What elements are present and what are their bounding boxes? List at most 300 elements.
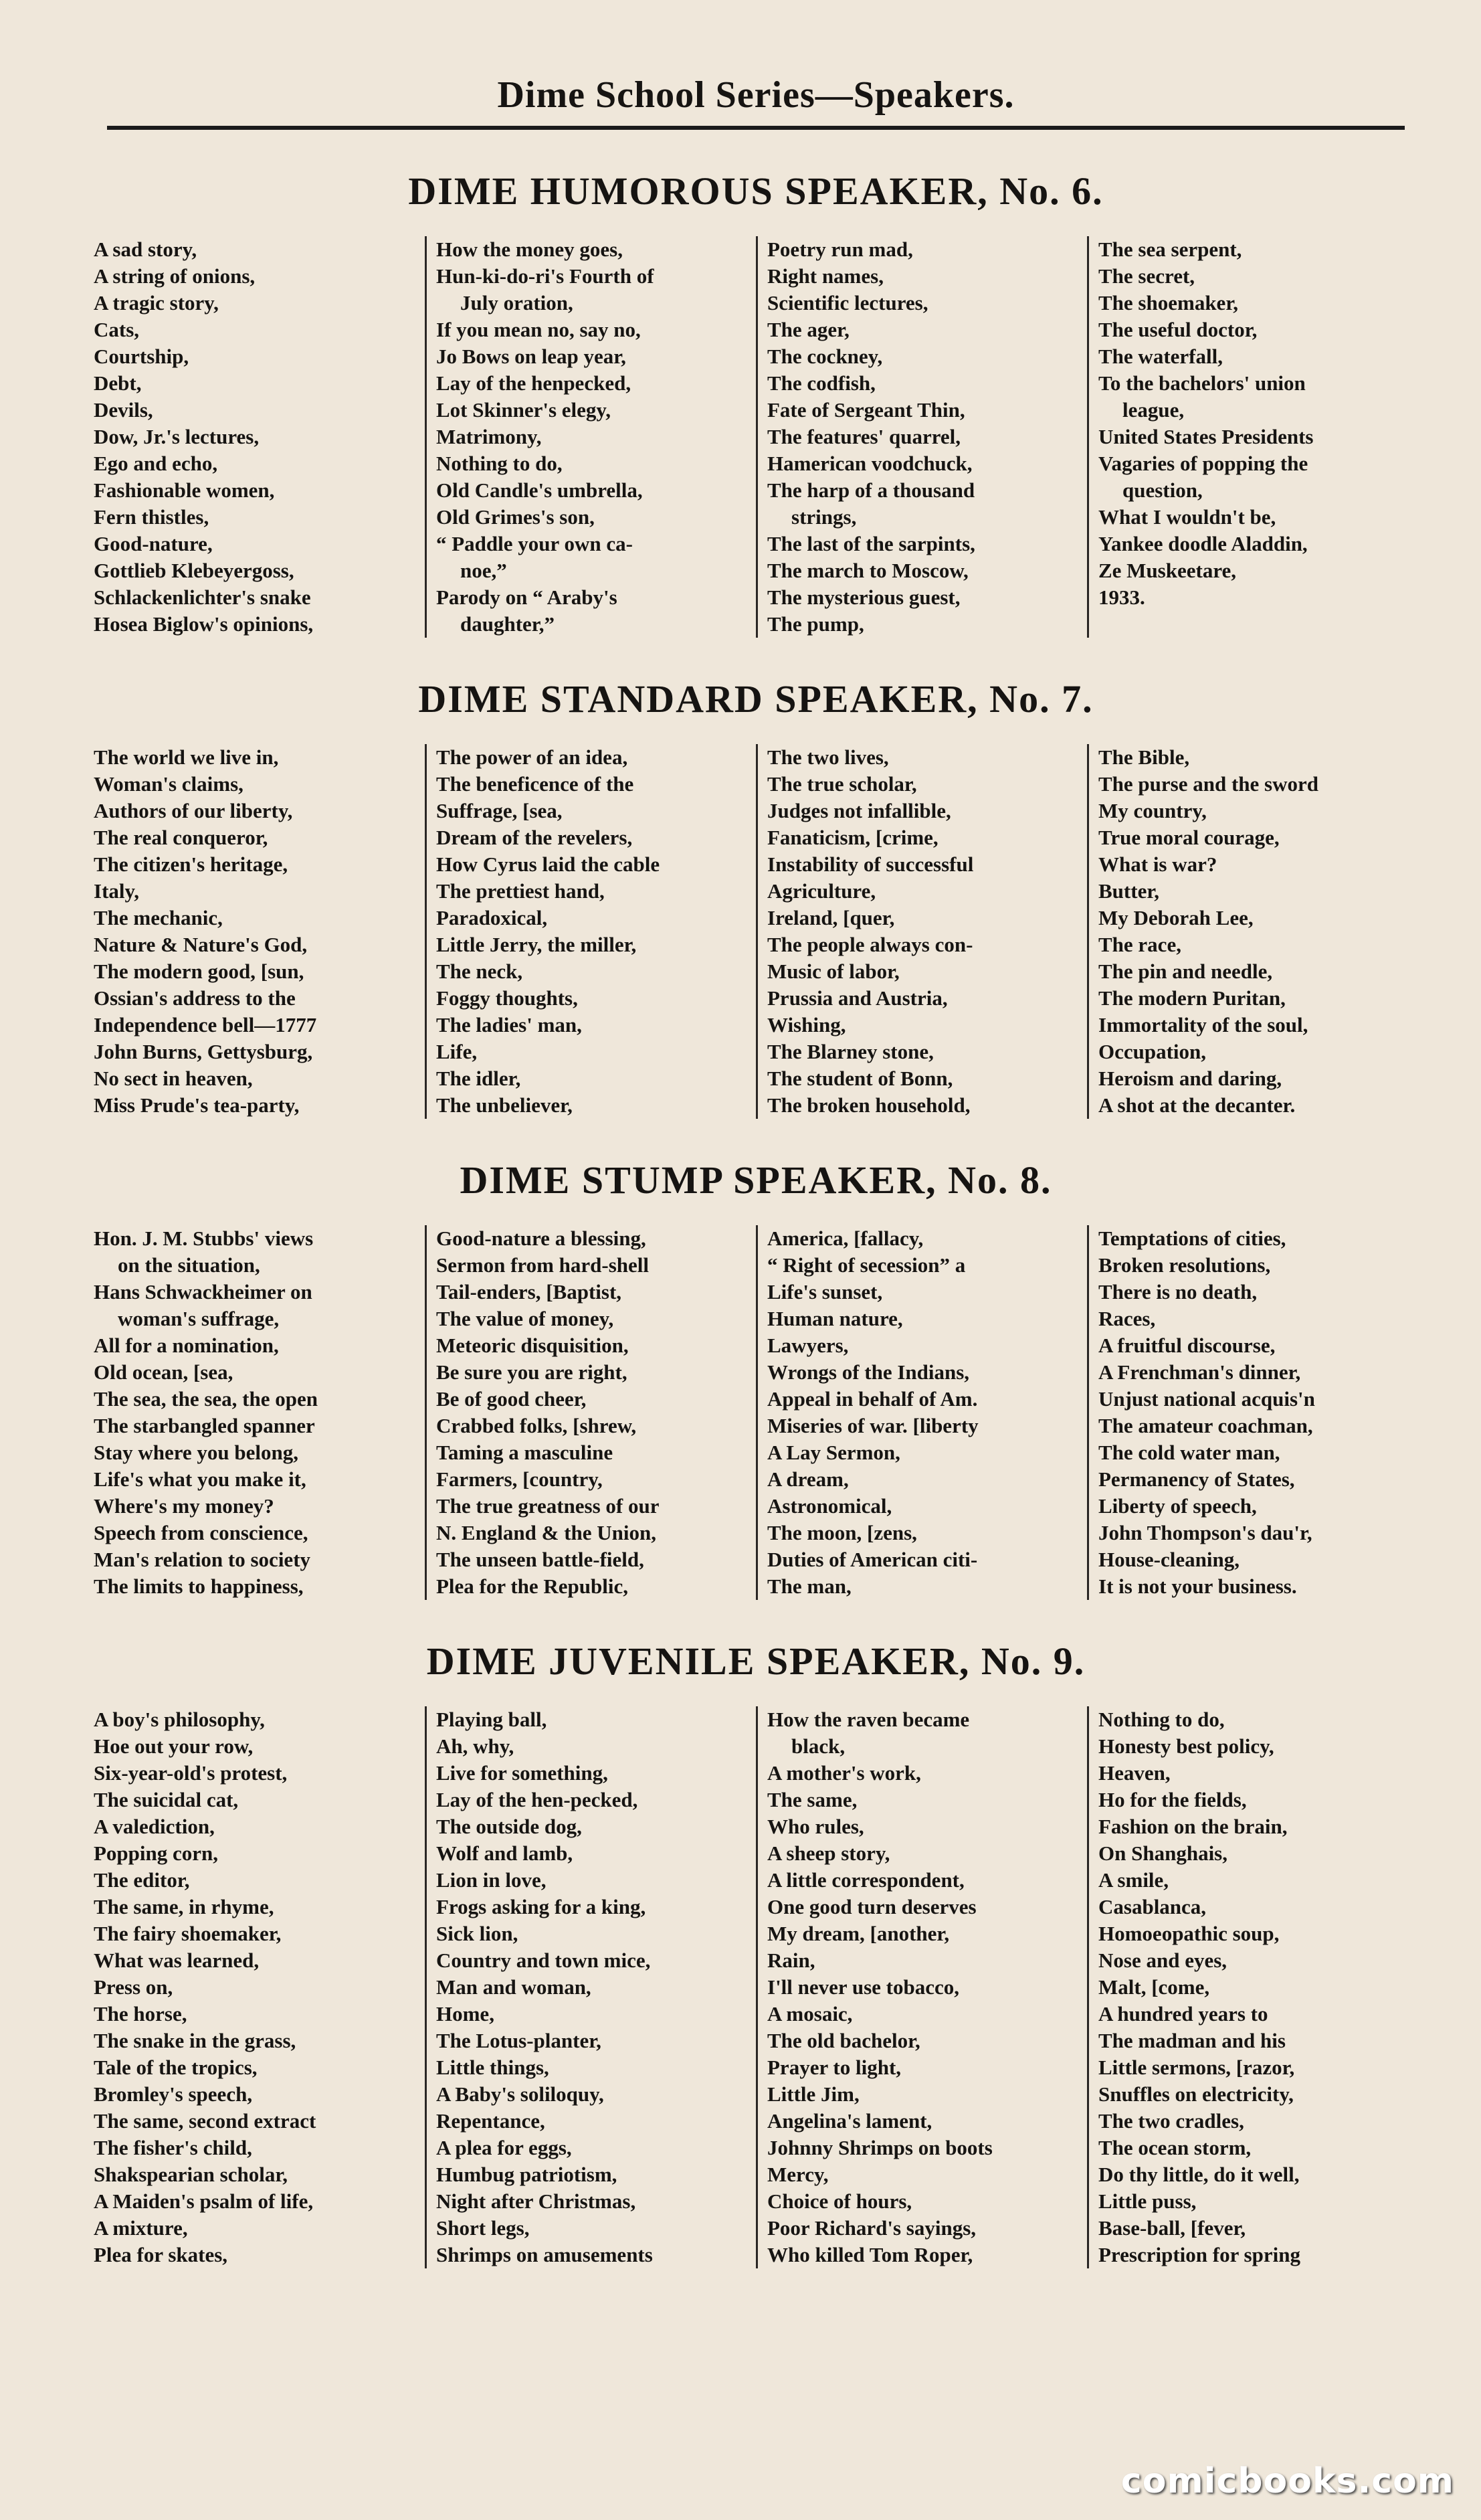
title-list: [436, 236, 749, 638]
list-item: The moon, [zens,: [767, 1521, 917, 1544]
list-item: Permanency of States,: [1098, 1467, 1295, 1491]
list-item: Nature & Nature's God,: [94, 933, 308, 956]
section-title: DIME HUMOROUS SPEAKER, No. 6.: [408, 169, 1104, 213]
list-item: A sheep story,: [767, 1841, 890, 1865]
list-item: A smile,: [1098, 1868, 1169, 1892]
list-item: The cold water man,: [1098, 1441, 1280, 1464]
list-item: The pin and needle,: [1098, 960, 1273, 983]
list-item: A hundred years to: [1098, 2002, 1268, 2026]
list-item: Wolf and lamb,: [436, 1841, 573, 1865]
list-item: A sad story,: [94, 238, 197, 261]
list-item: Playing ball,: [436, 1708, 547, 1731]
title-list: [1098, 1706, 1411, 2268]
speaker-section: [94, 1639, 1418, 2268]
list-item: The value of money,: [436, 1307, 614, 1330]
list-item: Base-ball, [fever,: [1098, 2216, 1246, 2240]
title-list: [767, 744, 1080, 1119]
list-item: I'll never use tobacco,: [767, 1975, 960, 1999]
list-item: Liberty of speech,: [1098, 1494, 1257, 1518]
list-item: The fairy shoemaker,: [94, 1922, 282, 1945]
list-item: United States Presidents: [1098, 425, 1314, 448]
column: [1087, 1706, 1418, 2268]
list-item: Speech from conscience,: [94, 1521, 308, 1544]
section-columns: [94, 1706, 1418, 2268]
list-item: Frogs asking for a king,: [436, 1895, 646, 1918]
column: [425, 1706, 756, 2268]
list-item: True moral courage,: [1098, 826, 1280, 849]
list-item: One good turn deserves: [767, 1895, 977, 1918]
list-item: Lay of the henpecked,: [436, 371, 631, 395]
title-list: [94, 1225, 418, 1600]
list-item: Hamerican voodchuck,: [767, 452, 973, 475]
column: [425, 744, 756, 1119]
list-item: The beneficence of the: [436, 772, 634, 796]
list-item: Ireland, [quer,: [767, 906, 895, 929]
list-item: Little puss,: [1098, 2189, 1197, 2213]
list-item: My dream, [another,: [767, 1922, 950, 1945]
list-item: Jo Bows on leap year,: [436, 345, 626, 368]
list-item: Wrongs of the Indians,: [767, 1360, 970, 1384]
list-item: On Shanghais,: [1098, 1841, 1227, 1865]
list-item: Foggy thoughts,: [436, 986, 578, 1010]
list-item: Taming a masculine: [436, 1441, 613, 1464]
list-item: The last of the sarpints,: [767, 532, 975, 555]
list-item: Sick lion,: [436, 1922, 518, 1945]
list-item: The power of an idea,: [436, 745, 628, 769]
list-item: The amateur coachman,: [1098, 1414, 1313, 1437]
list-item: Judges not infallible,: [767, 799, 951, 822]
list-item: Good-nature,: [94, 532, 213, 555]
watermark: comicbooks.com: [1120, 2461, 1454, 2501]
list-item: Tail-enders, [Baptist,: [436, 1280, 622, 1303]
list-item: Broken resolutions,: [1098, 1253, 1271, 1277]
list-item: question,: [1122, 478, 1203, 502]
list-item: The citizen's heritage,: [94, 852, 288, 876]
list-item: The true scholar,: [767, 772, 917, 796]
list-item: Humbug patriotism,: [436, 2163, 617, 2186]
list-item: Hans Schwackheimer on: [94, 1280, 312, 1303]
list-item: Ossian's address to the: [94, 986, 296, 1010]
list-item: Prayer to light,: [767, 2056, 902, 2079]
list-item: Human nature,: [767, 1307, 903, 1330]
column: [1087, 236, 1418, 638]
list-item: Miseries of war. [liberty: [767, 1414, 979, 1437]
list-item: Malt, [come,: [1098, 1975, 1210, 1999]
list-item: The waterfall,: [1098, 345, 1223, 368]
list-item: A mixture,: [94, 2216, 188, 2240]
title-list: [767, 1225, 1080, 1600]
list-item: Heaven,: [1098, 1761, 1171, 1785]
list-item: The sea, the sea, the open: [94, 1387, 318, 1411]
list-item: The shoemaker,: [1098, 291, 1238, 314]
list-item: Duties of American citi-: [767, 1548, 978, 1571]
list-item: Honesty best policy,: [1098, 1734, 1274, 1758]
list-item: Night after Christmas,: [436, 2189, 636, 2213]
list-item: What is war?: [1098, 852, 1217, 876]
title-list: [94, 1706, 418, 2268]
list-item: The pump,: [767, 612, 864, 636]
list-item: The mysterious guest,: [767, 586, 961, 609]
list-item: Good-nature a blessing,: [436, 1227, 646, 1250]
list-item: Vagaries of popping the: [1098, 452, 1308, 475]
list-item: A little correspondent,: [767, 1868, 965, 1892]
list-item: Italy,: [94, 879, 140, 903]
list-item: The march to Moscow,: [767, 559, 969, 582]
list-item: To the bachelors' union: [1098, 371, 1306, 395]
list-item: Repentance,: [436, 2109, 545, 2133]
list-item: A Lay Sermon,: [767, 1441, 900, 1464]
list-item: The man,: [767, 1574, 852, 1598]
list-item: What I wouldn't be,: [1098, 505, 1276, 529]
list-item: black,: [791, 1734, 846, 1758]
list-item: A Baby's soliloquy,: [436, 2082, 604, 2106]
list-item: Life,: [436, 1040, 478, 1063]
title-list: [1098, 1225, 1411, 1600]
list-item: Old ocean, [sea,: [94, 1360, 233, 1384]
list-item: Woman's claims,: [94, 772, 243, 796]
list-item: Heroism and daring,: [1098, 1067, 1282, 1090]
list-item: House-cleaning,: [1098, 1548, 1240, 1571]
list-item: The outside dog,: [436, 1815, 582, 1838]
list-item: The prettiest hand,: [436, 879, 605, 903]
column: [1087, 744, 1418, 1119]
list-item: A shot at the decanter.: [1098, 1093, 1296, 1117]
title-list: [436, 1706, 749, 2268]
sections-container: [94, 169, 1418, 2268]
list-item: The modern good, [sun,: [94, 960, 304, 983]
speaker-section: [94, 677, 1418, 1119]
column: [756, 1225, 1087, 1600]
list-item: The modern Puritan,: [1098, 986, 1286, 1010]
list-item: Yankee doodle Aladdin,: [1098, 532, 1308, 555]
section-columns: [94, 1225, 1418, 1600]
title-list: [1098, 744, 1411, 1119]
list-item: Homoeopathic soup,: [1098, 1922, 1280, 1945]
list-item: Rain,: [767, 1949, 815, 1972]
list-item: Cats,: [94, 318, 140, 341]
list-item: How Cyrus laid the cable: [436, 852, 660, 876]
list-item: Debt,: [94, 371, 142, 395]
list-item: Fate of Sergeant Thin,: [767, 398, 965, 422]
title-list: [1098, 236, 1411, 611]
list-item: Who killed Tom Roper,: [767, 2243, 973, 2266]
list-item: The neck,: [436, 960, 523, 983]
list-item: Nothing to do,: [436, 452, 563, 475]
list-item: There is no death,: [1098, 1280, 1258, 1303]
column: [94, 1706, 425, 2268]
list-item: Mercy,: [767, 2163, 829, 2186]
list-item: The idler,: [436, 1067, 521, 1090]
list-item: The useful doctor,: [1098, 318, 1258, 341]
list-item: The editor,: [94, 1868, 190, 1892]
list-item: The unseen battle-field,: [436, 1548, 644, 1571]
list-item: The Blarney stone,: [767, 1040, 934, 1063]
list-item: Poor Richard's sayings,: [767, 2216, 977, 2240]
list-item: Short legs,: [436, 2216, 530, 2240]
title-list: [436, 744, 749, 1119]
list-item: Ego and echo,: [94, 452, 218, 475]
list-item: Little Jerry, the miller,: [436, 933, 637, 956]
list-item: The broken household,: [767, 1093, 971, 1117]
list-item: Poetry run mad,: [767, 238, 913, 261]
list-item: The horse,: [94, 2002, 187, 2026]
list-item: Life's sunset,: [767, 1280, 883, 1303]
list-item: Six-year-old's protest,: [94, 1761, 288, 1785]
list-item: Matrimony,: [436, 425, 542, 448]
list-item: Fanaticism, [crime,: [767, 826, 939, 849]
list-item: Where's my money?: [94, 1494, 274, 1518]
list-item: league,: [1122, 398, 1185, 422]
list-item: Who rules,: [767, 1815, 864, 1838]
list-item: The purse and the sword: [1098, 772, 1318, 796]
list-item: The student of Bonn,: [767, 1067, 953, 1090]
list-item: Meteoric disquisition,: [436, 1334, 629, 1357]
list-item: My country,: [1098, 799, 1207, 822]
list-item: Authors of our liberty,: [94, 799, 293, 822]
list-item: Occupation,: [1098, 1040, 1207, 1063]
list-item: Unjust national acquis'n: [1098, 1387, 1315, 1411]
list-item: The unbeliever,: [436, 1093, 573, 1117]
list-item: strings,: [791, 505, 857, 529]
section-title: DIME JUVENILE SPEAKER, No. 9.: [426, 1639, 1086, 1683]
list-item: Races,: [1098, 1307, 1156, 1330]
list-item: Do thy little, do it well,: [1098, 2163, 1300, 2186]
list-item: Hoe out your row,: [94, 1734, 254, 1758]
list-item: Butter,: [1098, 879, 1159, 903]
list-item: How the money goes,: [436, 238, 623, 261]
list-item: Choice of hours,: [767, 2189, 912, 2213]
list-item: The cockney,: [767, 345, 883, 368]
list-item: Prussia and Austria,: [767, 986, 948, 1010]
list-item: A tragic story,: [94, 291, 219, 314]
list-item: The Bible,: [1098, 745, 1190, 769]
list-item: The suicidal cat,: [94, 1788, 239, 1811]
list-item: Scientific lectures,: [767, 291, 928, 314]
list-item: A dream,: [767, 1467, 849, 1491]
list-item: The mechanic,: [94, 906, 223, 929]
list-item: Press on,: [94, 1975, 173, 1999]
list-item: Parody on “ Araby's: [436, 586, 617, 609]
list-item: Paradoxical,: [436, 906, 548, 929]
list-item: The snake in the grass,: [94, 2029, 296, 2052]
list-item: Nothing to do,: [1098, 1708, 1225, 1731]
list-item: Lion in love,: [436, 1868, 547, 1892]
list-item: Fashion on the brain,: [1098, 1815, 1288, 1838]
list-item: Be of good cheer,: [436, 1387, 587, 1411]
list-item: A plea for eggs,: [436, 2136, 572, 2159]
list-item: on the situation,: [118, 1253, 260, 1277]
list-item: The people always con-: [767, 933, 973, 956]
title-list: [94, 236, 418, 638]
list-item: How the raven became: [767, 1708, 970, 1731]
list-item: The limits to happiness,: [94, 1574, 304, 1598]
title-list: [94, 744, 418, 1119]
list-item: Gottlieb Klebeyergoss,: [94, 559, 294, 582]
list-item: N. England & the Union,: [436, 1521, 657, 1544]
list-item: Appeal in behalf of Am.: [767, 1387, 978, 1411]
column: [1087, 1225, 1418, 1600]
list-item: The sea serpent,: [1098, 238, 1242, 261]
list-item: Little Jim,: [767, 2082, 860, 2106]
column: [94, 744, 425, 1119]
list-item: A string of onions,: [94, 264, 256, 288]
list-item: Shrimps on amusements: [436, 2243, 653, 2266]
list-item: Dream of the revelers,: [436, 826, 633, 849]
list-item: Wishing,: [767, 1013, 846, 1037]
list-item: Music of labor,: [767, 960, 900, 983]
list-item: The same, in rhyme,: [94, 1895, 274, 1918]
list-item: Instability of successful: [767, 852, 974, 876]
list-item: Life's what you make it,: [94, 1467, 306, 1491]
list-item: Farmers, [country,: [436, 1467, 603, 1491]
speaker-section: [94, 169, 1418, 638]
list-item: Man's relation to society: [94, 1548, 311, 1571]
running-head: Dime School Series—Speakers.: [107, 74, 1405, 130]
list-item: Be sure you are right,: [436, 1360, 627, 1384]
list-item: The ager,: [767, 318, 850, 341]
list-item: John Burns, Gettysburg,: [94, 1040, 313, 1063]
list-item: Popping corn,: [94, 1841, 219, 1865]
list-item: Agriculture,: [767, 879, 876, 903]
section-columns: [94, 744, 1418, 1119]
list-item: A fruitful discourse,: [1098, 1334, 1276, 1357]
list-item: Ho for the fields,: [1098, 1788, 1247, 1811]
list-item: Ze Muskeetare,: [1098, 559, 1237, 582]
list-item: Lawyers,: [767, 1334, 849, 1357]
list-item: A mosaic,: [767, 2002, 853, 2026]
speaker-section: [94, 1158, 1418, 1600]
list-item: John Thompson's dau'r,: [1098, 1521, 1312, 1544]
list-item: 1933.: [1098, 586, 1145, 609]
section-title: DIME STANDARD SPEAKER, No. 7.: [418, 677, 1094, 721]
list-item: Fern thistles,: [94, 505, 209, 529]
list-item: The real conqueror,: [94, 826, 268, 849]
list-item: Tale of the tropics,: [94, 2056, 258, 2079]
title-list: [767, 236, 1080, 638]
list-item: A valediction,: [94, 1815, 215, 1838]
list-item: Miss Prude's tea-party,: [94, 1093, 300, 1117]
list-item: Astronomical,: [767, 1494, 892, 1518]
list-item: Little sermons, [razor,: [1098, 2056, 1295, 2079]
list-item: A Maiden's psalm of life,: [94, 2189, 314, 2213]
list-item: A boy's philosophy,: [94, 1708, 265, 1731]
list-item: Snuffles on electricity,: [1098, 2082, 1294, 2106]
list-item: Sermon from hard-shell: [436, 1253, 650, 1277]
list-item: Ah, why,: [436, 1734, 514, 1758]
list-item: Plea for the Republic,: [436, 1574, 629, 1598]
list-item: The madman and his: [1098, 2029, 1286, 2052]
column: [756, 744, 1087, 1119]
title-list: [436, 1225, 749, 1600]
list-item: Casablanca,: [1098, 1895, 1207, 1918]
section-title: DIME STUMP SPEAKER, No. 8.: [460, 1158, 1052, 1202]
catalog-page: [94, 74, 1418, 2268]
list-item: Stay where you belong,: [94, 1441, 299, 1464]
list-item: “ Paddle your own ca-: [436, 532, 633, 555]
list-item: Temptations of cities,: [1098, 1227, 1286, 1250]
list-item: Suffrage, [sea,: [436, 799, 563, 822]
list-item: Little things,: [436, 2056, 549, 2079]
title-list: [767, 1706, 1080, 2268]
list-item: A Frenchman's dinner,: [1098, 1360, 1301, 1384]
list-item: Old Candle's umbrella,: [436, 478, 643, 502]
column: [425, 236, 756, 638]
list-item: Independence bell—1777: [94, 1013, 317, 1037]
list-item: No sect in heaven,: [94, 1067, 253, 1090]
list-item: Prescription for spring: [1098, 2243, 1300, 2266]
list-item: The same, second extract: [94, 2109, 316, 2133]
list-item: Plea for skates,: [94, 2243, 228, 2266]
list-item: noe,”: [460, 559, 507, 582]
list-item: Hosea Biglow's opinions,: [94, 612, 314, 636]
list-item: All for a nomination,: [94, 1334, 279, 1357]
list-item: The ladies' man,: [436, 1013, 582, 1037]
list-item: The starbangled spanner: [94, 1414, 315, 1437]
list-item: The old bachelor,: [767, 2029, 920, 2052]
list-item: America, [fallacy,: [767, 1227, 924, 1250]
list-item: Immortality of the soul,: [1098, 1013, 1308, 1037]
list-item: Schlackenlichter's snake: [94, 586, 311, 609]
list-item: Johnny Shrimps on boots: [767, 2136, 993, 2159]
list-item: Old Grimes's son,: [436, 505, 595, 529]
list-item: Courtship,: [94, 345, 189, 368]
list-item: The codfish,: [767, 371, 876, 395]
list-item: Live for something,: [436, 1761, 608, 1785]
column: [94, 1225, 425, 1600]
list-item: Nose and eyes,: [1098, 1949, 1227, 1972]
list-item: Dow, Jr.'s lectures,: [94, 425, 260, 448]
column: [425, 1225, 756, 1600]
list-item: Hon. J. M. Stubbs' views: [94, 1227, 314, 1250]
list-item: A mother's work,: [767, 1761, 921, 1785]
list-item: Right names,: [767, 264, 884, 288]
column: [756, 236, 1087, 638]
list-item: “ Right of secession” a: [767, 1253, 966, 1277]
list-item: What was learned,: [94, 1949, 260, 1972]
list-item: The two cradles,: [1098, 2109, 1244, 2133]
list-item: Fashionable women,: [94, 478, 275, 502]
list-item: Home,: [436, 2002, 494, 2026]
column: [94, 236, 425, 638]
list-item: Devils,: [94, 398, 153, 422]
list-item: Bromley's speech,: [94, 2082, 253, 2106]
list-item: The true greatness of our: [436, 1494, 660, 1518]
list-item: July oration,: [460, 291, 573, 314]
list-item: The secret,: [1098, 264, 1195, 288]
list-item: Country and town mice,: [436, 1949, 651, 1972]
list-item: Angelina's lament,: [767, 2109, 932, 2133]
list-item: Man and woman,: [436, 1975, 591, 1999]
list-item: Hun-ki-do-ri's Fourth of: [436, 264, 654, 288]
list-item: Lot Skinner's elegy,: [436, 398, 611, 422]
list-item: The two lives,: [767, 745, 889, 769]
list-item: My Deborah Lee,: [1098, 906, 1254, 929]
list-item: The harp of a thousand: [767, 478, 975, 502]
list-item: The world we live in,: [94, 745, 279, 769]
list-item: Shakspearian scholar,: [94, 2163, 288, 2186]
list-item: Lay of the hen-pecked,: [436, 1788, 638, 1811]
list-item: daughter,”: [460, 612, 555, 636]
list-item: The Lotus-planter,: [436, 2029, 601, 2052]
list-item: The features' quarrel,: [767, 425, 961, 448]
list-item: The ocean storm,: [1098, 2136, 1252, 2159]
column: [756, 1706, 1087, 2268]
list-item: The fisher's child,: [94, 2136, 252, 2159]
list-item: Crabbed folks, [shrew,: [436, 1414, 637, 1437]
list-item: It is not your business.: [1098, 1574, 1297, 1598]
list-item: The same,: [767, 1788, 858, 1811]
list-item: The race,: [1098, 933, 1181, 956]
